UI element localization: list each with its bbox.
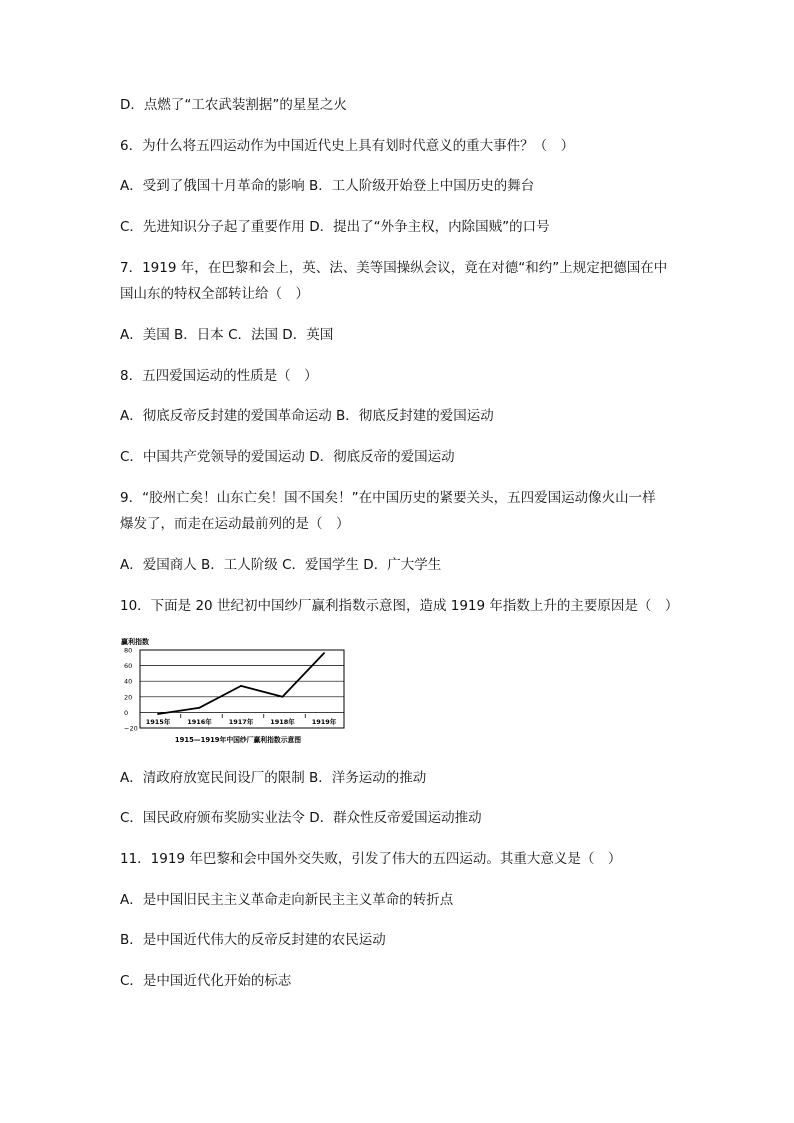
q8-question: 8．五四爱国运动的性质是（ ）: [120, 368, 318, 384]
y-tick-label-1: 60: [124, 662, 133, 671]
series-line: [158, 653, 324, 714]
data-point-4: [323, 652, 325, 654]
q9-question-line-2: 爆发了，而走在运动最前列的是（ ）: [120, 516, 350, 532]
y-tick-label-5: −20: [124, 724, 138, 733]
y-axis-label: 赢利指数: [121, 638, 149, 646]
y-tick-label-2: 40: [124, 677, 133, 686]
data-point-2: [240, 685, 242, 687]
y-tick-label-3: 20: [124, 693, 133, 702]
q7-question-line-1: 7．1919 年，在巴黎和会上，英、法、美等国操纵会议，竟在对德“和约”上规定把德国在中: [120, 260, 668, 276]
q10-options-ab: A．清政府放宽民间设厂的限制 B．洋务运动的推动: [120, 770, 427, 786]
q10-question: 10．下面是 20 世纪初中国纱厂赢利指数示意图，造成 1919 年指数上升的主要原因是（ ）: [120, 598, 679, 614]
q6-options-cd: C．先进知识分子起了重要作用 D．提出了“外争主权，内除国贼”的口号: [120, 219, 550, 235]
q7-question-line-2: 国山东的特权全部转让给（ ）: [120, 286, 309, 302]
q8-options-cd: C．中国共产党领导的爱国运动 D．彻底反帝的爱国运动: [120, 449, 455, 465]
q9-options: A．爱国商人 B．工人阶级 C．爱国学生 D．广大学生: [120, 557, 442, 573]
q5-option-d: D．点燃了“工农武装割据”的星星之火: [120, 97, 347, 113]
profit-index-chart: [118, 634, 358, 746]
q11-option-b: B．是中国近代伟大的反帝反封建的农民运动: [120, 932, 386, 948]
q10-options-cd: C．国民政府颁布奖励实业法令 D．群众性反帝爱国运动推动: [120, 810, 482, 826]
x-tick-label-2: 1917年: [228, 718, 254, 726]
x-tick-label-1: 1916年: [187, 718, 212, 726]
data-point-0: [157, 713, 159, 715]
q11-question: 11．1919 年巴黎和会中国外交失败，引发了伟大的五四运动。其重大意义是（ ）: [120, 851, 622, 867]
x-tick-label-0: 1915年: [145, 718, 171, 726]
q11-option-c: C．是中国近代化开始的标志: [120, 973, 292, 989]
x-tick-label-4: 1919年: [311, 718, 337, 726]
q11-option-a: A．是中国旧民主主义革命走向新民主主义革命的转折点: [120, 892, 454, 908]
y-tick-label-4: 0: [124, 708, 129, 717]
y-tick-label-0: 80: [124, 646, 133, 655]
profit-index-chart-svg: [118, 634, 358, 746]
q7-options: A．美国 B．日本 C．法国 D．英国: [120, 327, 334, 343]
q8-options-ab: A．彻底反帝反封建的爱国革命运动 B．彻底反封建的爱国运动: [120, 408, 494, 424]
q6-question: 6．为什么将五四运动作为中国近代史上具有划时代意义的重大事件？（ ）: [120, 138, 575, 154]
chart-title: 1915—1919年中国纱厂赢利指数示意图: [174, 736, 302, 744]
data-point-3: [282, 696, 284, 698]
q6-options-ab: A．受到了俄国十月革命的影响 B．工人阶级开始登上中国历史的舞台: [120, 178, 535, 194]
plot-frame: [140, 650, 344, 728]
x-tick-label-3: 1918年: [270, 718, 295, 726]
q9-question-line-1: 9．“胶州亡矣！山东亡矣！国不国矣！”在中国历史的紧要关头，五四爱国运动像火山一样: [120, 490, 656, 506]
data-point-1: [199, 707, 201, 709]
